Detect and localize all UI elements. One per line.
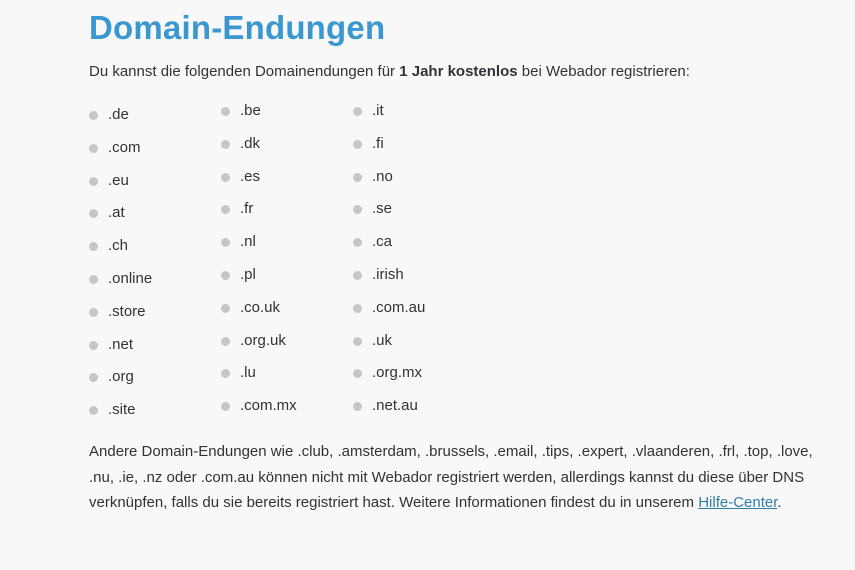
domain-label: .org.mx (372, 364, 423, 382)
list-item (89, 366, 219, 399)
domain-label: .pl (240, 265, 256, 283)
list-item (353, 395, 483, 428)
footer-end: . (777, 494, 782, 511)
domain-column-2 (221, 100, 351, 428)
intro-bold: 1 Jahr kostenlos (399, 63, 518, 80)
domain-label: .com.au (372, 298, 426, 316)
list-item (353, 264, 483, 297)
bullet-icon (221, 337, 230, 346)
domain-label: .ca (372, 233, 393, 251)
bullet-icon (353, 402, 362, 411)
domain-label: .se (372, 200, 393, 218)
bullet-icon (353, 205, 362, 214)
list-item (353, 231, 483, 264)
bullet-icon (221, 271, 230, 280)
list-item (353, 100, 483, 133)
domain-list (89, 100, 789, 430)
list-item (89, 301, 219, 334)
domain-label: .org.uk (240, 331, 286, 349)
bullet-icon (221, 140, 230, 149)
list-item (89, 399, 219, 432)
domain-label: .be (240, 102, 261, 119)
domain-label: .fi (372, 134, 384, 152)
bullet-icon (221, 205, 230, 214)
domain-label: .irish (372, 265, 404, 283)
domain-column-1 (89, 104, 219, 432)
bullet-icon (353, 140, 362, 149)
domain-label: .online (108, 269, 153, 287)
domain-label: .com.mx (240, 397, 297, 415)
intro-before: Du kannst die folgenden Domainendungen für (89, 63, 400, 80)
domain-label: .it (372, 102, 384, 119)
bullet-icon (89, 341, 98, 350)
domain-label: .nl (240, 233, 256, 251)
domain-label: .eu (108, 171, 129, 189)
bullet-icon (89, 406, 98, 415)
list-item (353, 166, 483, 199)
bullet-icon (89, 177, 98, 186)
list-item (89, 235, 219, 268)
bullet-icon (221, 238, 230, 247)
domain-label: .es (240, 167, 261, 185)
bullet-icon (221, 304, 230, 313)
list-item (89, 202, 219, 235)
list-item (353, 133, 483, 166)
bullet-icon (221, 107, 230, 116)
footer-note (89, 439, 819, 516)
bullet-icon (353, 304, 362, 313)
domain-label: .store (108, 302, 146, 320)
domain-label: .lu (240, 364, 256, 382)
help-center-link[interactable]: Hilfe-Center (698, 494, 778, 511)
bullet-icon (89, 373, 98, 382)
domain-label: .dk (240, 134, 261, 152)
domain-label: .net.au (372, 397, 418, 415)
intro-text (89, 62, 690, 82)
domain-label: .site (108, 401, 136, 419)
domain-label: .no (372, 167, 393, 185)
domain-label: .org (108, 368, 134, 386)
list-item (89, 137, 219, 170)
domain-label: .at (108, 204, 125, 222)
list-item (221, 231, 351, 264)
footer-paragraph (89, 439, 819, 516)
list-item (221, 362, 351, 395)
domain-label: .ch (108, 237, 129, 255)
domain-label: .co.uk (240, 298, 281, 316)
bullet-icon (89, 111, 98, 120)
domain-label: .net (108, 335, 134, 353)
bullet-icon (353, 369, 362, 378)
list-item (353, 330, 483, 363)
list-item (89, 334, 219, 367)
bullet-icon (89, 275, 98, 284)
bullet-icon (353, 337, 362, 346)
list-item (221, 166, 351, 199)
bullet-icon (89, 308, 98, 317)
bullet-icon (89, 209, 98, 218)
bullet-icon (353, 107, 362, 116)
bullet-icon (89, 242, 98, 251)
list-item (221, 264, 351, 297)
list-item (221, 100, 351, 133)
footer-text: Andere Domain-Endungen wie .club, .amsterdam, .brussels, .email, .tips, .expert, .vlaanderen, .frl, .top, .love, .nu, .ie, .nz oder .com.au können nicht mit Webador registriert werden, allerdings kannst du diese über DNS verknüpfen, falls du sie bereits registriert hast. Weitere Informationen findest du in unserem (89, 443, 813, 511)
list-item (221, 198, 351, 231)
list-item (89, 104, 219, 137)
domain-column-3 (353, 100, 483, 428)
list-item (353, 362, 483, 395)
bullet-icon (353, 271, 362, 280)
bullet-icon (221, 173, 230, 182)
list-item (89, 268, 219, 301)
domain-label: .fr (240, 200, 254, 218)
list-item (221, 395, 351, 428)
bullet-icon (221, 402, 230, 411)
bullet-icon (353, 238, 362, 247)
list-item (353, 297, 483, 330)
page-title: Domain-Endungen (89, 9, 386, 46)
domain-label: .uk (372, 331, 393, 349)
intro-after: bei Webador registrieren: (517, 63, 690, 80)
list-item (221, 133, 351, 166)
list-item (221, 330, 351, 363)
list-item (353, 198, 483, 231)
list-item (221, 297, 351, 330)
bullet-icon (221, 369, 230, 378)
bullet-icon (89, 144, 98, 153)
domain-label: .de (108, 106, 129, 123)
domain-label: .com (108, 138, 141, 156)
list-item (89, 170, 219, 203)
bullet-icon (353, 173, 362, 182)
